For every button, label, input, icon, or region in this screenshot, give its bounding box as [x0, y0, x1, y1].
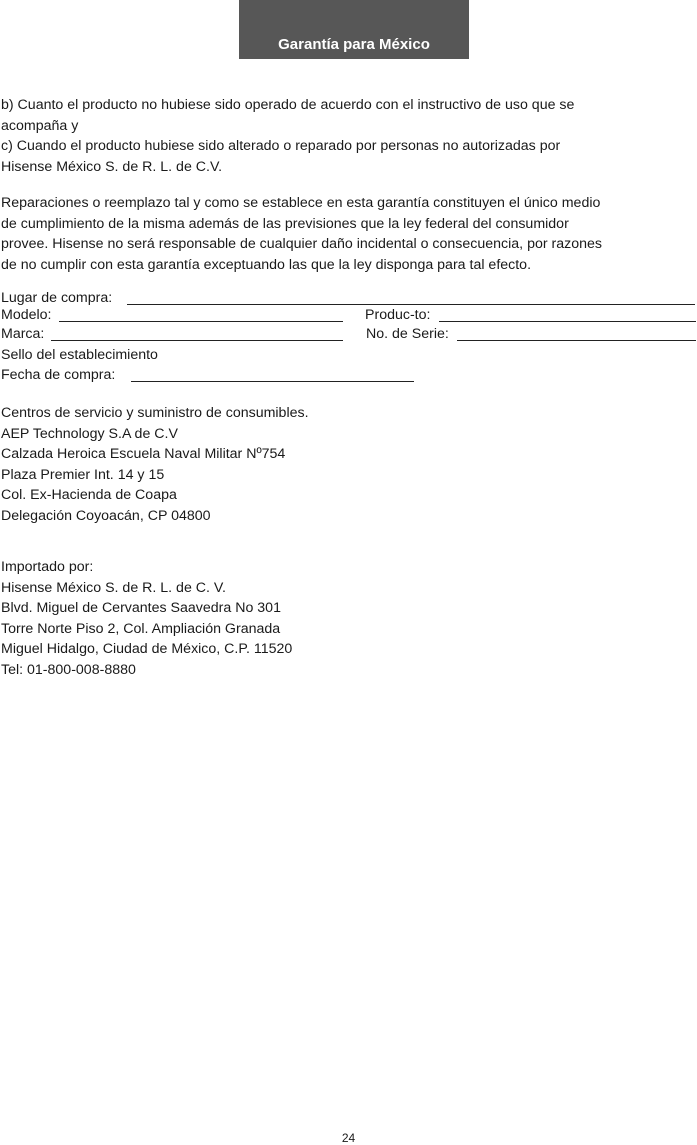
section-header-tab [239, 0, 469, 59]
text-line: Col. Ex-Hacienda de Coapa [1, 487, 177, 503]
purchase-date-field[interactable] [131, 381, 414, 382]
text-line: de no cumplir con esta garantía exceptuando las que la ley disponga para tal efecto. [1, 256, 532, 273]
brand-label: Marca: [1, 326, 45, 342]
exclusion-conditions-paragraph [1, 95, 691, 177]
model-product-row [1, 307, 696, 327]
importer-block [1, 557, 292, 680]
brand-serial-row [1, 326, 696, 346]
text-line: Importado por: [1, 559, 94, 575]
serial-label: No. de Serie: [366, 326, 449, 342]
place-of-purchase-label: Lugar de compra: [1, 290, 113, 306]
brand-field[interactable] [51, 340, 343, 341]
product-label: Produc-to: [365, 307, 431, 323]
text-line: Blvd. Miguel de Cervantes Saavedra No 301 [1, 600, 281, 616]
text-line: Delegación Coyoacán, CP 04800 [1, 507, 211, 524]
page-number: 24 [341, 1131, 356, 1145]
text-line: Centros de servicio y suministro de consumibles. [1, 405, 309, 421]
phone-line: Tel: 01-800-008-8880 [1, 661, 136, 678]
text-line: Plaza Premier Int. 14 y 15 [1, 466, 165, 483]
seal-row [1, 347, 401, 367]
text-line: Torre Norte Piso 2, Col. Ampliación Granada [1, 620, 281, 637]
text-line: b) Cuanto el producto no hubiese sido operado de acuerdo con el instructivo de uso que se [1, 97, 575, 113]
service-centers-block [1, 403, 309, 526]
purchase-date-label: Fecha de compra: [1, 367, 116, 383]
text-line: Miguel Hidalgo, Ciudad de México, C.P. 11520 [1, 641, 293, 657]
repairs-paragraph [1, 193, 691, 275]
text-line: acompaña y [1, 117, 79, 134]
text-line: c) Cuando el producto hubiese sido alterado o reparado por personas no autorizadas por [1, 138, 561, 154]
section-title: Garantía para México [278, 36, 430, 53]
seal-label: Sello del establecimiento [1, 347, 158, 363]
text-line: Reparaciones o reemplazo tal y como se establece en esta garantía constituyen el único medio [1, 195, 601, 211]
model-label: Modelo: [1, 307, 52, 323]
text-line: Hisense México S. de R. L. de C. V. [1, 579, 227, 596]
text-line: AEP Technology S.A de C.V [1, 425, 178, 442]
purchase-date-row [1, 367, 416, 387]
text-line: provee. Hisense no será responsable de cualquier daño incidental o consecuencia, por razones [1, 236, 602, 252]
text-line: de cumplimiento de la misma además de las previsiones que la ley federal del consumidor [1, 215, 569, 232]
product-field[interactable] [439, 321, 696, 322]
model-field[interactable] [59, 321, 343, 322]
place-of-purchase-field[interactable] [127, 304, 695, 305]
text-line: Calzada Heroica Escuela Naval Militar Nº754 [1, 446, 286, 462]
text-line: Hisense México S. de R. L. de C.V. [1, 158, 223, 175]
serial-field[interactable] [457, 340, 696, 341]
